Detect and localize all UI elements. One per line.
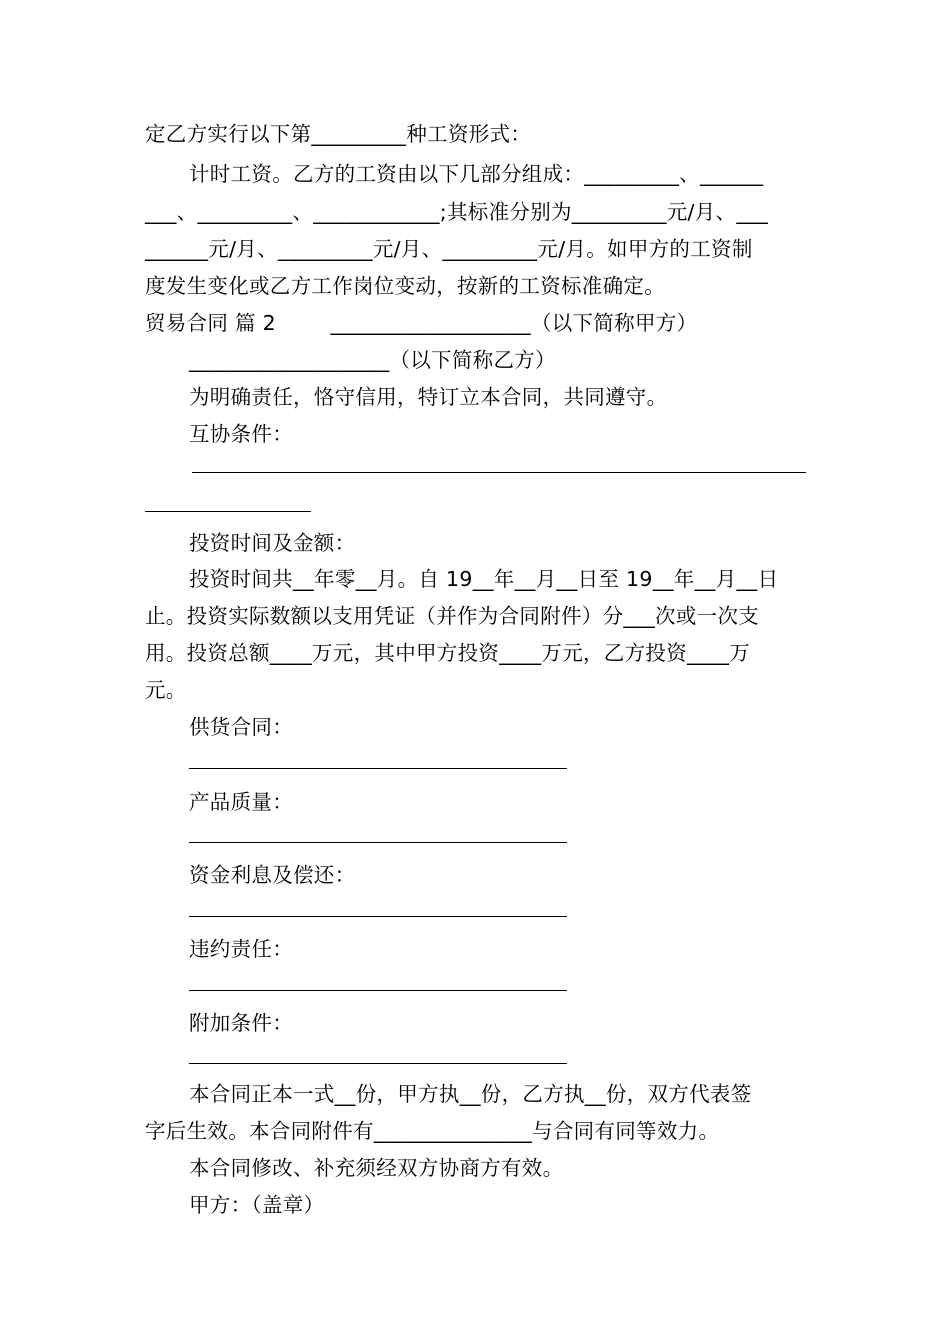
clause-label: 产品质量： (189, 790, 293, 814)
text-line: 字后生效。本合同附件有_______________与合同有同等效力。 (145, 1119, 720, 1143)
text-line: 计时工资。乙方的工资由以下几部分组成：_________、______ (189, 162, 764, 186)
text-line: 投资时间共__年零__月。自 19__年__月__日至 19__年__月__日 (189, 567, 779, 591)
clause-label: 违约责任： (189, 937, 293, 961)
text-line: 止。投资实际数额以支用凭证（并作为合同附件）分___次或一次支 (145, 604, 760, 628)
text-line: 元。 (145, 678, 187, 702)
text-line: ___________________（以下简称乙方） (189, 348, 556, 372)
blank-line (145, 511, 311, 512)
blank-line (189, 842, 567, 843)
text-line: 本合同修改、补充须经双方协商方有效。 (189, 1156, 564, 1180)
blank-line (189, 990, 567, 991)
text-line: 定乙方实行以下第_________种工资形式： (145, 122, 532, 146)
blank-line (192, 472, 806, 473)
section-title: 贸易合同 篇 2 ___________________（以下简称甲方） (145, 311, 698, 335)
text-line: 本合同正本一式__份，甲方执__份，乙方执__份，双方代表签 (189, 1082, 752, 1106)
clause-label: 资金利息及偿还： (189, 863, 356, 887)
blank-line (189, 768, 567, 769)
text-line: 为明确责任，恪守信用，特订立本合同，共同遵守。 (189, 385, 668, 409)
signature-line: 甲方：（盖章） (189, 1193, 325, 1217)
clause-label: 互协条件： (189, 422, 293, 446)
text-line: 度发生变化或乙方工作岗位变动，按新的工资标准确定。 (145, 274, 665, 298)
blank-line (189, 1063, 567, 1064)
text-line: ___、_________、____________;其标准分别为_________元/月、___ (145, 200, 769, 224)
clause-label: 附加条件： (189, 1011, 293, 1035)
clause-label: 供货合同： (189, 715, 293, 739)
text-line: 用。投资总额____万元，其中甲方投资____万元，乙方投资____万 (145, 641, 750, 665)
clause-label: 投资时间及金额： (189, 531, 356, 555)
text-line: ______元/月、_________元/月、_________元/月。如甲方的工资制 (145, 237, 753, 261)
blank-line (189, 916, 567, 917)
